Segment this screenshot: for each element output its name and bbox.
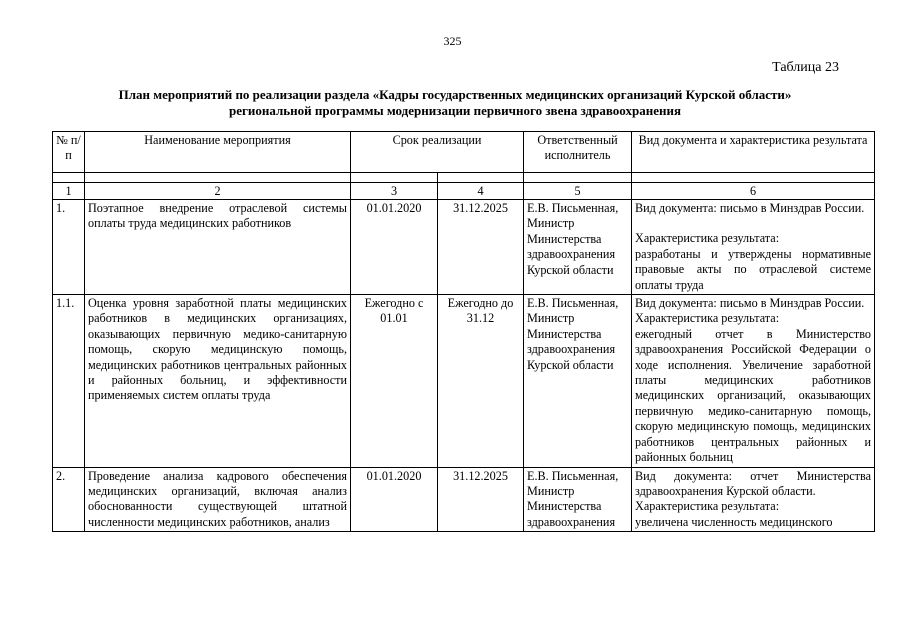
- result-doc: Вид документа: письмо в Минздрав России.: [635, 296, 865, 311]
- row-start: Ежегодно с 01.01: [351, 295, 438, 467]
- row-end: Ежегодно до 31.12: [438, 295, 524, 467]
- row-start: 01.01.2020: [351, 200, 438, 295]
- row-name: Поэтапное внедрение отраслевой системы оплаты труда медицинских работников: [85, 200, 351, 295]
- header-result: Вид документа и характеристика результата: [632, 132, 875, 173]
- row-result: [632, 467, 875, 532]
- row-num: 2.: [53, 467, 85, 532]
- row-result: [632, 200, 875, 295]
- plan-table: [52, 131, 875, 532]
- result-char-label: Характеристика результата:: [635, 311, 780, 326]
- table-label: Таблица 23: [772, 60, 839, 75]
- column-number: 5: [524, 183, 632, 200]
- row-responsible: Е.В. Письменная, Министр Министерства здравоохранения Курской области: [524, 295, 632, 467]
- table-row: [53, 200, 875, 295]
- header-spacer: [53, 173, 875, 183]
- column-number-row: [53, 183, 875, 200]
- row-start: 01.01.2020: [351, 467, 438, 532]
- row-result: [632, 295, 875, 467]
- row-responsible: Е.В. Письменная, Министр Министерства здравоохранения: [524, 467, 632, 532]
- table-row: [53, 467, 875, 532]
- row-num: 1.1.: [53, 295, 85, 467]
- row-num: 1.: [53, 200, 85, 295]
- result-doc: Вид документа: отчет Министерства здравоохранения Курской области.: [635, 468, 872, 498]
- result-char-text: ежегодный отчет в Министерство здравоохранения Российской Федерации о ходе исполнения. Увеличение заработной платы медицинских работников медицинских организаций, оказывающих первичную медико-санитарную помощь, скорую медицинскую помощь, медицинских работников центральных районных и районных больниц: [635, 326, 872, 465]
- column-number: 4: [438, 183, 524, 200]
- row-end: 31.12.2025: [438, 200, 524, 295]
- column-number: 6: [632, 183, 875, 200]
- document-title: [40, 87, 870, 119]
- table-row: [53, 295, 875, 467]
- header-num: № п/п: [53, 132, 85, 173]
- result-char-label: Характеристика результата:: [635, 231, 780, 246]
- header-responsible: Ответственный исполнитель: [524, 132, 632, 173]
- header-name: Наименование мероприятия: [85, 132, 351, 173]
- header-row: [53, 132, 875, 173]
- result-char-text: увеличена численность медицинского: [635, 514, 833, 529]
- row-name: Проведение анализа кадрового обеспечения медицинских организаций, включая анализ обоснованности существующей штатной численности медицинских работников, анализ: [85, 467, 351, 532]
- row-responsible: Е.В. Письменная, Министр Министерства здравоохранения Курской области: [524, 200, 632, 295]
- result-char-text: разработаны и утверждены нормативные правовые акты по отраслевой системе оплаты труда: [635, 246, 872, 292]
- row-name: Оценка уровня заработной платы медицинских работников в медицинских организациях, оказывающих первичную медико-санитарную помощь, скорую медицинскую помощь, медицинских работников центральных районных и районных больниц, и эффективности применяемых систем оплаты труда: [85, 295, 351, 467]
- header-period: Срок реализации: [351, 132, 524, 173]
- row-end: 31.12.2025: [438, 467, 524, 532]
- page-number: 325: [443, 34, 462, 48]
- column-number: 2: [85, 183, 351, 200]
- result-char-label: Характеристика результата:: [635, 499, 780, 514]
- title-line-2: региональной программы модернизации первичного звена здравоохранения: [229, 103, 681, 118]
- column-number: 1: [53, 183, 85, 200]
- column-number: 3: [351, 183, 438, 200]
- result-doc: Вид документа: письмо в Минздрав России.: [635, 201, 865, 215]
- title-line-1: План мероприятий по реализации раздела «Кадры государственных медицинских организаций Курской области»: [118, 87, 792, 102]
